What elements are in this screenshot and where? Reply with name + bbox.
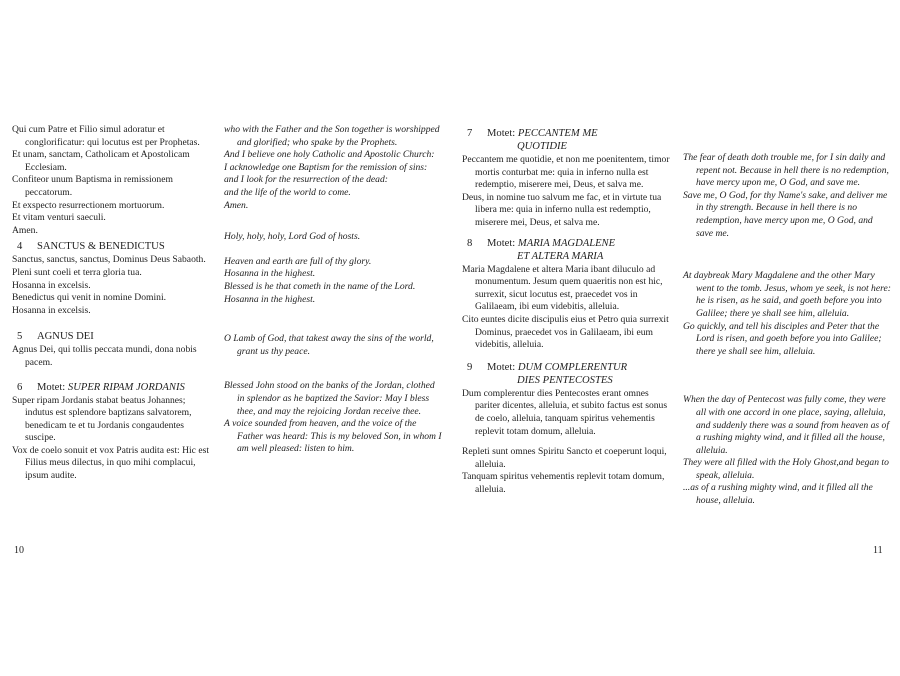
section-title: AGNUS DEI: [37, 331, 94, 343]
latin-line: Deus, in nomine tuo salvum me fac, et in virtute tua libera me: quia in inferno nulla est redemptio, miserere mei, Deus, et salva me.: [462, 191, 662, 228]
motet-title: PECCANTEM ME: [517, 128, 598, 139]
latin-line: Tanquam spiritus vehementis replevit totam domum, alleluia.: [462, 471, 665, 495]
right-latin-column: [462, 124, 676, 496]
section-number: 5: [17, 331, 23, 343]
english-line: Go quickly, and tell his disciples and Peter that the Lord is risen, and goeth before you into Galilee; there ye shall see him, alleluia.: [683, 320, 882, 357]
section-heading-sanctus: [12, 240, 212, 253]
latin-line: Vox de coelo sonuit et vox Patris audita est: Hic est Filius meus dilectus, in quo mihi complacui, ipsum audite.: [12, 444, 209, 482]
right-english-column: [683, 124, 891, 508]
latin-line: Maria Magdalene et altera Maria ibant diluculo ad monumentum. Jesum quem quaeritis non est hic, surrexit, sicut locutus est, praecedet vos in Galilaeam, ibi eum videbitis, alleluia.: [462, 263, 663, 313]
latin-line: Agnus Dei, qui tollis peccata mundi, dona nobis pacem.: [12, 344, 197, 368]
latin-line: Qui cum Patre et Filio simul adoratur et conglorificatur: qui locutus est per Prophetas.: [12, 124, 200, 148]
latin-line: Super ripam Jordanis stabat beatus Johannes; indutus est splendore baptizans salvatorem, benedicam te et tu Jordanis congaudentes suscipe.: [12, 394, 192, 444]
section-heading-agnus: [12, 330, 212, 343]
latin-line: Et vitam venturi saeculi.: [12, 212, 106, 224]
english-line: And I believe one holy Catholic and Apostolic Church:: [224, 149, 435, 161]
motet-title-continued: DIES PENTECOSTES: [517, 374, 613, 386]
english-line: who with the Father and the Son together is worshipped and glorified; who spake by the Prophets.: [224, 124, 440, 148]
latin-line: Pleni sunt coeli et terra gloria tua.: [12, 266, 142, 278]
latin-line: Confiteor unum Baptisma in remissionem peccatorum.: [12, 174, 173, 198]
section-heading-motet-9: [462, 361, 676, 387]
english-line: I acknowledge one Baptism for the remission of sins:: [224, 161, 428, 173]
latin-line: Sanctus, sanctus, sanctus, Dominus Deus Sabaoth.: [12, 254, 206, 266]
english-line: Save me, O God, for thy Name's sake, and deliver me in thy strength. Because in hell there is no redemption, have mercy upon me, O God, and save me.: [683, 189, 888, 239]
latin-line: Repleti sunt omnes Spiritu Sancto et coeperunt loqui, alleluia.: [462, 446, 667, 470]
section-heading-motet-7: [462, 127, 676, 153]
page-number-left: 10: [14, 545, 24, 556]
english-line: Blessed is he that cometh in the name of the Lord.: [224, 280, 416, 292]
motet-label: Motet:: [487, 128, 516, 139]
english-line: Hosanna in the highest.: [224, 268, 316, 280]
section-title: SANCTUS & BENEDICTUS: [37, 241, 165, 253]
latin-line: Amen.: [12, 224, 38, 236]
latin-line: Peccantem me quotidie, et non me poenitentem, timor mortis conturbat me: quia in inferno nulla est redemptio, miserere mei, Deus, et salva me.: [462, 154, 670, 191]
section-number: 9: [467, 361, 473, 373]
english-line: At daybreak Mary Magdalene and the other Mary went to the tomb. Jesus, whom ye seek, is not here: he is risen, as he said, and goeth before you into Galilee; there ye shall see him, alleluia.: [683, 270, 891, 319]
motet-title: MARIA MAGDALENE: [517, 237, 616, 249]
english-line: O Lamb of God, that takest away the sins of the world, grant us thy peace.: [224, 333, 434, 357]
english-line: They were all filled with the Holy Ghost,and began to speak, alleluia.: [683, 457, 889, 481]
section-number: 7: [467, 128, 473, 139]
section-number: 6: [17, 381, 23, 393]
section-number: 8: [467, 237, 473, 249]
motet-label: Motet:: [487, 361, 516, 373]
section-number: 4: [17, 241, 23, 253]
english-line: and I look for the resurrection of the dead:: [224, 174, 388, 186]
english-line: When the day of Pentecost was fully come, they were all with one accord in one place, saying, alleluia, and suddenly there was a sound from heaven as of a rushing mighty wind, and it filled all the house, alleluia.: [683, 394, 890, 456]
section-heading-motet-6: [12, 381, 212, 394]
english-line: A voice sounded from heaven, and the voice of the Father was heard: This is my beloved Son, in whom I am well pleased: listen to him.: [224, 418, 442, 455]
page-number-right: 11: [873, 545, 883, 556]
english-line: and the life of the world to come.: [224, 186, 351, 198]
section-heading-motet-8: [462, 237, 676, 263]
motet-title: DUM COMPLERENTUR: [517, 361, 628, 373]
latin-line: Et unam, sanctam, Catholicam et Apostolicam Ecclesiam.: [12, 149, 190, 173]
left-latin-column: [12, 124, 212, 483]
english-line: ...as of a rushing mighty wind, and it filled all the house, alleluia.: [683, 482, 873, 507]
motet-title-continued: QUOTIDIE: [517, 141, 568, 152]
latin-line: Hosanna in excelsis.: [12, 304, 91, 316]
motet-title-continued: ET ALTERA MARIA: [517, 250, 604, 262]
motet-label: Motet:: [37, 381, 66, 393]
english-line: Heaven and earth are full of thy glory.: [224, 255, 372, 267]
english-line: The fear of death doth trouble me, for I sin daily and repent not. Because in hell there is no redemption, have mercy upon me, O God, and save me.: [683, 152, 889, 189]
latin-line: Et exspecto resurrectionem mortuorum.: [12, 199, 165, 211]
english-line: Holy, holy, holy, Lord God of hosts.: [224, 231, 361, 243]
english-line: Hosanna in the highest.: [224, 293, 316, 305]
english-line: Blessed John stood on the banks of the Jordan, clothed in splendor as he baptized the Savior: May I bless thee, and may the rejoicing Jordan receive thee.: [224, 380, 435, 417]
left-english-column: [224, 124, 442, 456]
english-line: Amen.: [224, 199, 249, 211]
motet-label: Motet:: [487, 237, 516, 249]
latin-line: Benedictus qui venit in nomine Domini.: [12, 292, 167, 304]
latin-line: Cito euntes dicite discipulis eius et Petro quia surrexit Dominus, praecedet vos in Galilaeam, ibi eum videbitis, alleluia.: [462, 313, 669, 351]
latin-line: Hosanna in excelsis.: [12, 279, 91, 291]
motet-title: SUPER RIPAM JORDANIS: [67, 381, 185, 393]
latin-line: Dum complerentur dies Pentecostes erant omnes pariter dicentes, alleluia, et subito factus est sonus de coelo, alleluia, tanquam spiritus vehementis replevit totam domum, alleluia.: [462, 387, 668, 437]
